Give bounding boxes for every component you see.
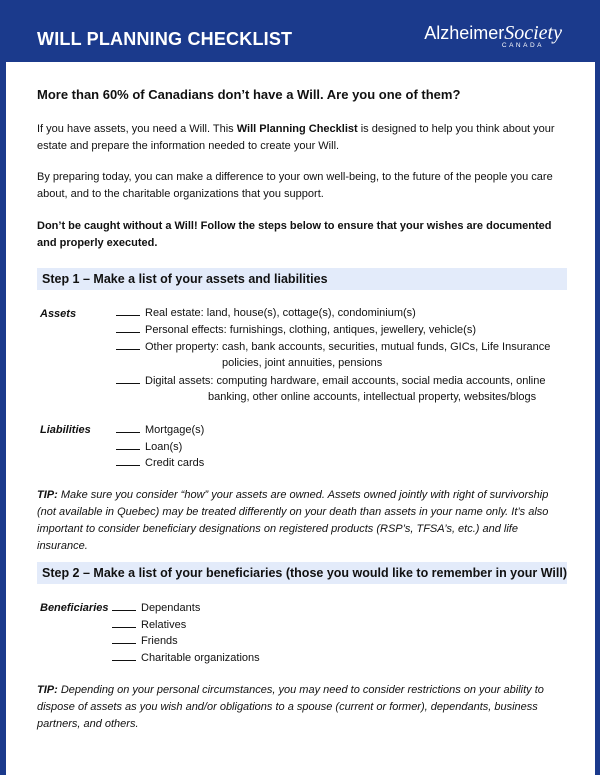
asset-item-text: Other property: cash, bank accounts, securities, mutual funds, GICs, Life Insurance (145, 341, 551, 353)
intro-paragraph-3: Don’t be caught without a Will! Follow the steps below to ensure that your wishes are documented and properly executed. (37, 220, 552, 249)
page-title: WILL PLANNING CHECKLIST (37, 29, 293, 49)
blank-line (116, 373, 140, 384)
beneficiary-item-text: Friends (141, 635, 178, 647)
blank-line (112, 600, 136, 611)
blank-line (116, 305, 140, 316)
intro-paragraph-1 (37, 121, 567, 155)
liability-item-text: Credit cards (145, 457, 205, 469)
liability-item (116, 422, 204, 438)
blank-line (112, 650, 136, 661)
asset-item (116, 322, 476, 338)
alzheimer-society-logo (424, 22, 562, 49)
blank-line (116, 422, 140, 433)
blank-line (112, 617, 136, 628)
logo-canada-text: CANADA (501, 42, 544, 49)
intro-paragraph-2: By preparing today, you can make a difference to your own well-being, to the future of the people you care about, and to the charitable organizations that you support. (37, 171, 553, 200)
beneficiary-item-text: Charitable organizations (141, 652, 260, 664)
blank-line (112, 633, 136, 644)
asset-item-text: Digital assets: computing hardware, email accounts, social media accounts, online (145, 375, 546, 387)
liability-item (116, 439, 182, 455)
step-1-tip (37, 487, 567, 555)
step-2-tip (37, 682, 567, 733)
beneficiary-item (112, 600, 200, 616)
beneficiary-item (112, 650, 260, 666)
blank-line (116, 439, 140, 450)
asset-item-continuation: policies, joint annuities, pensions (222, 357, 383, 369)
tip-text: Depending on your personal circumstances, you may need to consider restrictions on your ability to dispose of assets as you wish and/or obligations to a spouse (current or former), dependants, business partners, and others. (37, 684, 544, 730)
asset-item (116, 339, 550, 355)
beneficiary-item (112, 617, 186, 633)
liability-item-text: Mortgage(s) (145, 424, 205, 436)
tip-label: TIP: (37, 489, 58, 501)
asset-item (116, 305, 416, 321)
logo-alzheimer-text: Alzheimer (424, 23, 505, 43)
blank-line (116, 455, 140, 466)
beneficiary-item-text: Relatives (141, 619, 187, 631)
step-2-heading: Step 2 – Make a list of your beneficiaries (those you would like to remember in your Will) (37, 562, 567, 584)
document-page (6, 62, 595, 775)
asset-item-text: Real estate: land, house(s), cottage(s), condominium(s) (145, 307, 416, 319)
beneficiary-item (112, 633, 178, 649)
asset-item-text: Personal effects: furnishings, clothing, antiques, jewellery, vehicle(s) (145, 324, 476, 336)
step-1-heading: Step 1 – Make a list of your assets and liabilities (37, 268, 567, 290)
liabilities-label: Liabilities (40, 424, 91, 436)
intro-p1-start: If you have assets, you need a Will. This (37, 123, 237, 135)
intro-p1-bold: Will Planning Checklist (236, 123, 358, 135)
asset-item (116, 373, 545, 389)
liability-item-text: Loan(s) (145, 441, 183, 453)
logo-society-text: Society (504, 22, 562, 44)
asset-item-continuation: banking, other online accounts, intellectual property, websites/blogs (208, 391, 537, 403)
tip-text: Make sure you consider “how” your assets are owned. Assets owned jointly with right of survivorship (not available in Quebec) may be treated differently on your death than assets in your name only. It’s also important to consider beneficiary designations on registered products (RSP’s, TFSA’s, etc.) and life insurance. (37, 489, 549, 552)
assets-label: Assets (40, 308, 77, 320)
blank-line (116, 322, 140, 333)
page-header (0, 0, 600, 62)
beneficiary-item-text: Dependants (141, 602, 201, 614)
liability-item (116, 455, 204, 471)
intro-p1-end: is designed to help you think about your estate and prepare the information needed to create your Will. (37, 123, 555, 152)
beneficiaries-label: Beneficiaries (40, 602, 109, 614)
tip-label: TIP: (37, 684, 58, 696)
blank-line (116, 339, 140, 350)
intro-headline: More than 60% of Canadians don’t have a Will. Are you one of them? (37, 87, 461, 102)
